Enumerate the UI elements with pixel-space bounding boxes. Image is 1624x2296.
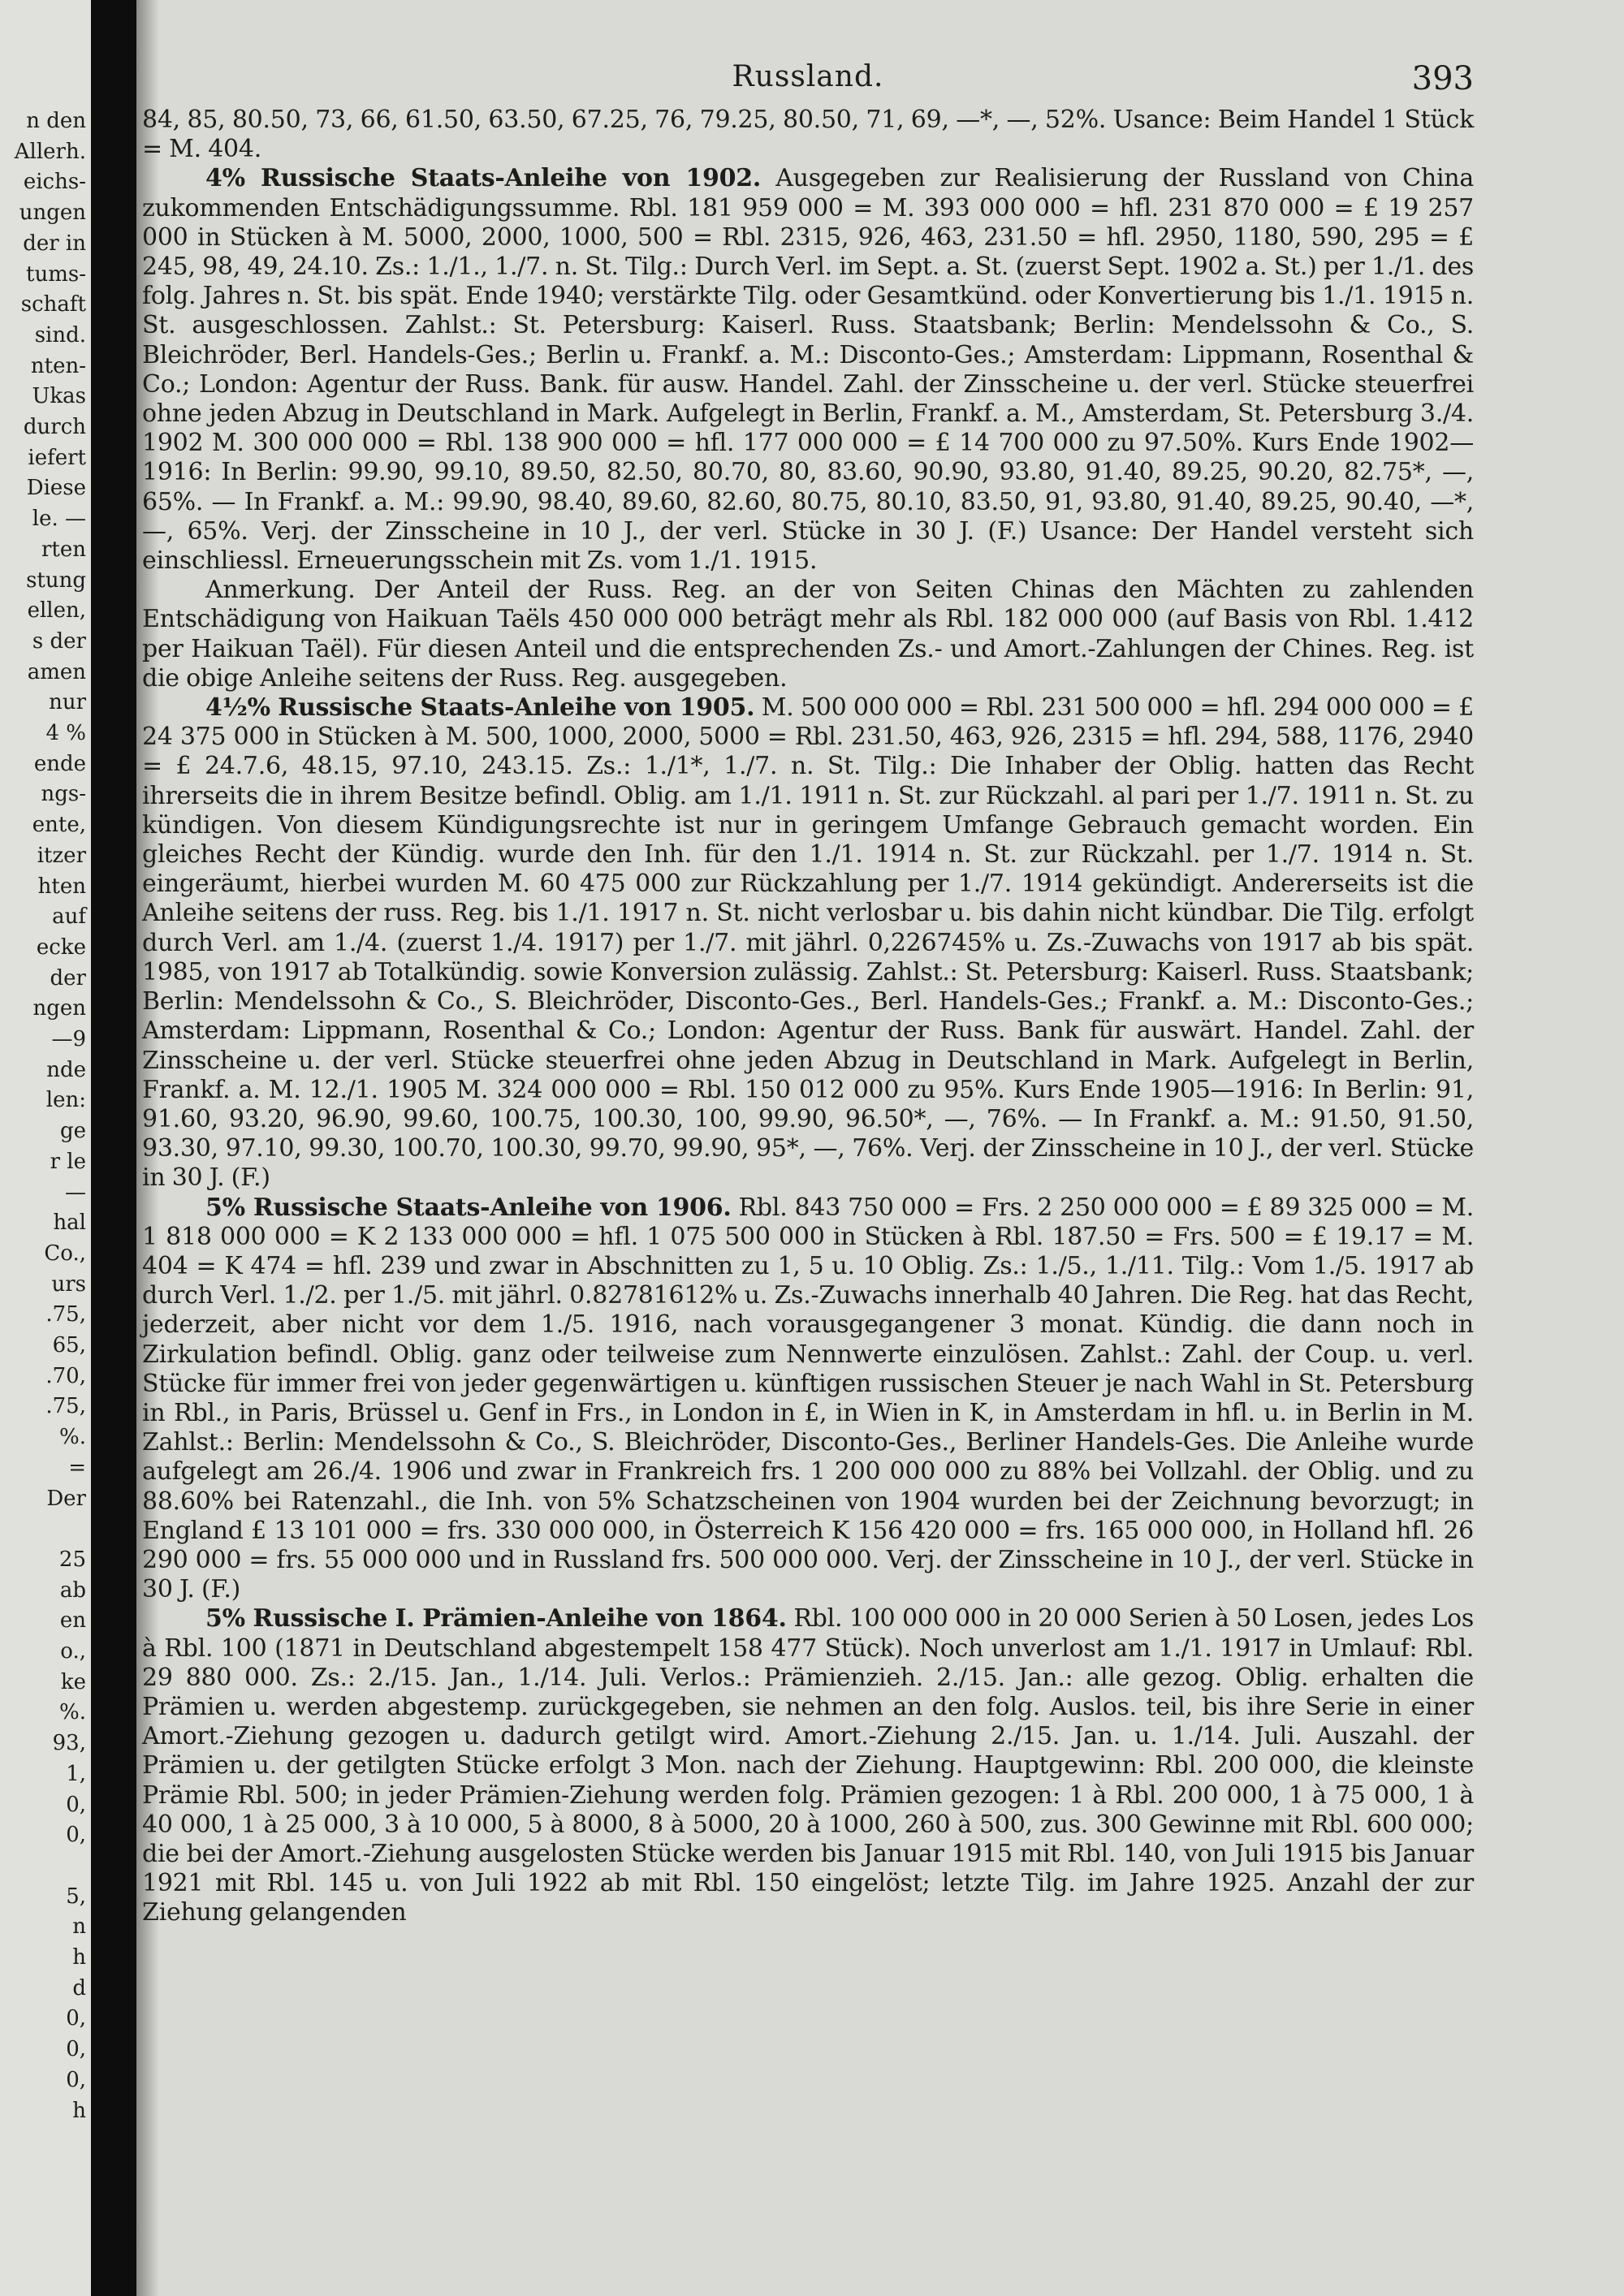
entry-staats-anleihe-1906 <box>142 1193 1474 1605</box>
left-page-fragment: itzer <box>37 843 86 868</box>
left-page-fragment: —9 <box>51 1027 86 1051</box>
entry-staats-anleihe-1905 <box>142 693 1474 1193</box>
entry-praemien-anleihe-1864 <box>142 1604 1474 1927</box>
left-page-fragment: ecke <box>36 934 86 960</box>
left-page-fragment: eichs- <box>23 170 86 195</box>
left-page-fragment: der in <box>23 231 86 256</box>
entry-heading: 5% Russische Staats-Anleihe von 1906. <box>205 1193 732 1222</box>
left-page-fragment: ellen, <box>27 598 86 624</box>
left-page-fragment: nde <box>46 1057 86 1082</box>
left-page-fragment: ungen <box>19 201 86 226</box>
left-page-fragment: auf <box>52 904 86 930</box>
left-page-fragment: 0, <box>66 1823 86 1848</box>
left-page-fragment: %. <box>59 1700 86 1725</box>
left-page-fragment: en <box>59 1608 86 1634</box>
left-page-fragment: n <box>72 1914 86 1940</box>
book-gutter <box>91 0 136 2296</box>
left-page-fragment: schaft <box>20 292 86 317</box>
left-page-fragment: d <box>72 1975 86 2000</box>
left-page-fragment: 0, <box>66 1792 86 1817</box>
left-page-fragment: hten <box>37 874 86 899</box>
entry-staats-anleihe-1902 <box>142 164 1474 576</box>
paragraph-text: M. 500 000 000 = Rbl. 231 500 000 = hfl. 294 000 000 = £ 24 375 000 in Stücken à M. 500, 1000, 2000, 5000 = Rbl. 231.50, 463, 926, 2315 = hfl. 294, 588, 1176, 2940 = £ 24.7.6, 48.15, 97.10, 243.15. Zs.: 1./1*, 1./7. n. St. Tilg.: Die Inhaber der Oblig. hatten das Recht ihrerseits die in ihrem Besitze befindl. Oblig. am 1./1. 1911 n. St. zur Rückzahl. al pari per 1./7. 1911 n. St. zu kündigen. Von diesem Kündigungsrechte ist nur in geringem Umfange Gebrauch gemacht worden. Ein gleiches Recht der Kündig. wurde den Inh. für den 1./1. 1914 n. St. zur Rückzahl. per 1./7. 1914 n. St. eingeräumt, hierbei wurden M. 60 475 000 zur Rückzahlung per 1./7. 1914 gekündigt. Andererseits ist die Anleihe seitens der russ. Reg. bis 1./1. 1917 n. St. nicht verlosbar u. bis dahin nicht kündbar. Die Tilg. erfolgt durch Verl. am 1./4. (zuerst 1./4. 1917) per 1./7. mit jährl. 0,226745% u. Zs.-Zuwachs von 1917 ab bis spät. 1985, von 1917 ab Totalkündig. sowie Konversion zulässig. Zahlst.: St. Petersburg: Kaiserl. Russ. Staatsbank; Berlin: Mendelssohn & Co., S. Bleichröder, Disconto-Ges., Berl. Handels-Ges.; Frankf. a. M.: Disconto-Ges.; Amsterdam: Lippmann, Rosenthal & Co.; London: Agentur der Russ. Bank für auswärt. Handel. Zahl. der Zinsscheine u. der verl. Stücke steuerfrei ohne jeden Abzug in Deutschland in Mark. Aufgelegt in Berlin, Frankf. a. M. 12./1. 1905 M. 324 000 000 = Rbl. 150 012 000 zu 95%. Kurs Ende 1905—1916: In Berlin: 91, 91.60, 93.20, 96.90, 99.60, 100.75, 100.30, 100, 99.90, 96.50*, —, 76%. — In Frankf. a. M.: 91.50, 91.50, 93.30, 97.10, 99.30, 100.70, 100.30, 99.70, 99.90, 95*, —, 76%. Verj. der Zinsscheine in 10 J., der verl. Stücke in 30 J. (F.) <box>142 693 1474 1193</box>
left-page-fragment: 65, <box>52 1333 86 1357</box>
left-page-fragment: ngs- <box>41 782 86 807</box>
left-page-fragment: Co., <box>44 1241 86 1266</box>
left-page-fragment: .75, <box>45 1394 86 1419</box>
left-page-fragment: .70, <box>45 1363 86 1388</box>
left-page-fragment: tums- <box>26 261 86 287</box>
left-page-fragment: ab <box>59 1577 86 1603</box>
left-page-fragment: h <box>72 2098 86 2123</box>
entry-heading: 4½% Russische Staats-Anleihe von 1905. <box>205 693 755 723</box>
left-page-fragment: 0, <box>66 2067 86 2092</box>
page-header <box>142 49 1474 106</box>
left-page-fragment: nur <box>49 690 86 715</box>
paragraph-continuation <box>142 106 1474 164</box>
left-page-fragment: 5, <box>66 1884 86 1909</box>
left-page-fragment: iefert <box>28 445 86 470</box>
left-page-fragment: le. — <box>32 507 86 532</box>
left-page-fragment: ke <box>60 1669 86 1694</box>
left-page-fragment: sind. <box>34 322 86 347</box>
left-page-fragment: ende <box>33 751 86 776</box>
left-page-fragment: h <box>72 1945 86 1970</box>
left-page-fragment: 93, <box>52 1731 86 1756</box>
paragraph-text: Anmerkung. Der Anteil der Russ. Reg. an der von Seiten Chinas den Mächten zu zahlenden Entschädigung von Haikuan Taëls 450 000 000 beträgt mehr als Rbl. 182 000 000 (auf Basis von Rbl. 1.412 per Haikuan Taël). Für diesen Anteil und die entsprechenden Zs.- und Amort.-Zahlungen der Chines. Reg. ist die obige Anleihe seitens der Russ. Reg. ausgegeben. <box>142 576 1474 693</box>
left-page-fragment: len: <box>45 1088 86 1113</box>
note-anmerkung <box>142 576 1474 693</box>
left-page-fragment: — <box>65 1180 86 1205</box>
left-page-fragment: o., <box>60 1639 86 1664</box>
left-page-fragment: .75, <box>45 1302 86 1327</box>
left-page-fragment: Ukas <box>32 384 86 409</box>
left-page-fragment: 1, <box>66 1761 86 1786</box>
paragraph-text: 84, 85, 80.50, 73, 66, 61.50, 63.50, 67.25, 76, 79.25, 80.50, 71, 69, —*, —, 52%. Usance: Beim Handel 1 Stück = M. 404. <box>142 106 1474 164</box>
paragraph-text: Rbl. 100 000 000 in 20 000 Serien à 50 Losen, jedes Los à Rbl. 100 (1871 in Deutschland abgestempelt 158 477 Stück). Noch unverlost am 1./1. 1917 in Umlauf: Rbl. 29 880 000. Zs.: 2./15. Jan., 1./14. Juli. Verlos.: Prämienzieh. 2./15. Jan.: alle gezog. Oblig. erhalten die Prämien u. werden abgestemp. zurückgegeben, sie nehmen an den folg. Auslos. teil, bis ihre Serie in einer Amort.-Ziehung gezogen u. dadurch getilgt wird. Amort.-Ziehung 2./15. Jan. u. 1./14. Juli. Auszahl. der Prämien u. der getilgten Stücke erfolgt 3 Mon. nach der Ziehung. Hauptgewinn: Rbl. 200 000, die kleinste Prämie Rbl. 500; in jeder Prämien-Ziehung werden folg. Prämien gezogen: 1 à Rbl. 200 000, 1 à 75 000, 1 à 40 000, 1 à 25 000, 3 à 10 000, 5 à 8000, 8 à 5000, 20 à 1000, 260 à 500, zus. 300 Gewinne mit Rbl. 600 000; die bei der Amort.-Ziehung ausgelosten Stücke werden bis Januar 1915 mit Rbl. 140, von Juli 1915 bis Januar 1921 mit Rbl. 145 u. von Juli 1922 ab mit Rbl. 150 eingelöst; letzte Tilg. im Jahre 1925. Anzahl der zur Ziehung gelangenden <box>142 1604 1474 1927</box>
left-page-fragment: nten- <box>30 353 86 378</box>
left-page-fragment: s der <box>32 628 86 654</box>
left-page-fragment: stung <box>26 568 86 593</box>
left-page-fragment: Allerh. <box>14 139 86 164</box>
left-page-fragment: hal <box>53 1211 86 1236</box>
left-page-fragment: = <box>68 1455 86 1480</box>
page-number: 393 <box>1411 60 1474 97</box>
left-page-fragment: 0, <box>66 2006 86 2031</box>
paragraph-text: Rbl. 843 750 000 = Frs. 2 250 000 000 = £ 89 325 000 = M. 1 818 000 000 = K 2 133 000 000 = hfl. 1 075 500 000 in Stücken à Rbl. 187.50 = Frs. 500 = £ 19.17 = M. 404 = K 474 = hfl. 239 und zwar in Abschnitten zu 1, 5 u. 10 Oblig. Zs.: 1./5., 1./11. Tilg.: Vom 1./5. 1917 ab durch Verl. 1./2. per 1./5. mit jährl. 0.82781612% u. Zs.-Zuwachs innerhalb 40 Jahren. Die Reg. hat das Recht, jederzeit, aber nicht vor dem 1./5. 1916, nach vorausgegangener 3 monat. Kündig. die dann noch in Zirkulation befindl. Oblig. ganz oder teilweise zum Nennwerte einzulösen. Zahlst.: Zahl. der Coup. u. verl. Stücke für immer frei von jeder gegenwärtigen u. künftigen russischen Steuer je nach Wahl in St. Petersburg in Rbl., in Paris, Brüssel u. Genf in Frs., in London in £, in Wien in K, in Amsterdam in hfl. u. in Berlin in M. Zahlst.: Berlin: Mendelssohn & Co., S. Bleichröder, Disconto-Ges., Berliner Handels-Ges. Die Anleihe wurde aufgelegt am 26./4. 1906 und zwar in Frankreich frs. 1 200 000 000 zu 88% bei Vollzahl. der Oblig. und zu 88.60% bei Ratenzahl., die Inh. von 5% Schatzscheinen von 1904 wurden bei der Zeichnung bevorzugt; in England £ 13 101 000 = frs. 330 000 000, in Österreich K 156 420 000 = frs. 165 000 000, in Holland hfl. 26 290 000 = frs. 55 000 000 und in Russland frs. 500 000 000. Verj. der Zinsscheine in 10 J., der verl. Stücke in 30 J. (F.) <box>142 1193 1475 1604</box>
page <box>142 49 1474 2241</box>
left-page-fragment: Der <box>46 1486 86 1511</box>
paragraph-text: Ausgegeben zur Realisierung der Russland von China zukommenden Entschädigungssumme. Rbl. 181 959 000 = M. 393 000 000 = hfl. 231 870 000 = £ 19 257 000 in Stücken à M. 5000, 2000, 1000, 500 = Rbl. 2315, 926, 463, 231.50 = hfl. 2950, 1180, 590, 295 = £ 245, 98, 49, 24.10. Zs.: 1./1., 1./7. n. St. Tilg.: Durch Verl. im Sept. a. St. (zuerst Sept. 1902 a. St.) per 1./1. des folg. Jahres n. St. bis spät. Ende 1940; verstärkte Tilg. oder Gesamtkünd. oder Konvertierung bis 1./1. 1915 n. St. ausgeschlossen. Zahlst.: St. Petersburg: Kaiserl. Russ. Staatsbank; Berlin: Mendelssohn & Co., S. Bleichröder, Berl. Handels-Ges.; Berlin u. Frankf. a. M.: Disconto-Ges.; Amsterdam: Lippmann, Rosenthal & Co.; London: Agentur der Russ. Bank. für ausw. Handel. Zahl. der Zinsscheine u. der verl. Stücke steuerfrei ohne jeden Abzug in Deutschland in Mark. Aufgelegt in Berlin, Frankf. a. M., Amsterdam, St. Petersburg 3./4. 1902 M. 300 000 000 = Rbl. 138 900 000 = hfl. 177 000 000 = £ 14 700 000 zu 97.50%. Kurs Ende 1902—1916: In Berlin: 99.90, 99.10, 89.50, 82.50, 80.70, 80, 83.60, 90.90, 93.80, 91.40, 89.25, 90.20, 82.75*, —, 65%. — In Frankf. a. M.: 99.90, 98.40, 89.60, 82.60, 80.75, 80.10, 83.50, 91, 93.80, 91.40, 89.25, 90.40, —*, —, 65%. Verj. der Zinsscheine in 10 J., der verl. Stücke in 30 J. (F.) Usance: Der Handel versteht sich einschliessl. Erneuerungsschein mit Zs. vom 1./1. 1915. <box>142 164 1474 576</box>
left-page-fragment: 0, <box>66 2037 86 2062</box>
left-page-fragment: durch <box>23 415 86 439</box>
left-page-fragment: amen <box>27 659 86 684</box>
left-page-fragment: der <box>50 965 86 990</box>
left-page-fragment: n den <box>26 109 86 133</box>
left-page-fragment: urs <box>51 1271 86 1297</box>
entry-heading: 4% Russische Staats-Anleihe von 1902. <box>205 164 762 193</box>
entry-heading: 5% Russische I. Prämien-Anleihe von 1864. <box>205 1604 787 1634</box>
left-page-fragment: Diese <box>26 476 86 501</box>
left-page-fragment: ge <box>59 1119 86 1144</box>
left-page-fragment: r le <box>50 1149 86 1174</box>
left-page-fragment: 4 % <box>45 721 86 745</box>
left-page-fragment: ngen <box>32 996 86 1021</box>
left-page-fragment: rten <box>41 537 86 562</box>
left-page-fragment: %. <box>59 1425 86 1450</box>
left-page-edge <box>0 0 91 2296</box>
left-page-fragment: ente, <box>32 813 86 838</box>
running-title: Russland. <box>732 60 884 93</box>
left-page-fragment: 25 <box>58 1547 86 1572</box>
